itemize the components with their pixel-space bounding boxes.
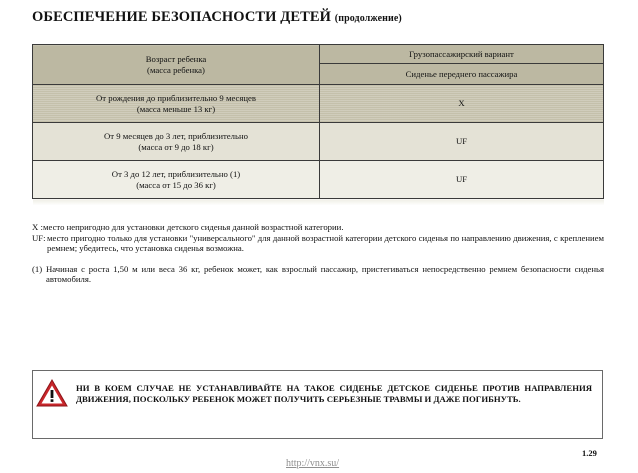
child-seat-table — [32, 44, 604, 205]
note-text: место пригодно только для установки "универсального" для данной возрастной категории детского сиденья по направлению движения, с креплением ремнем; убедитесь, что установка сиденья возможна. — [47, 232, 604, 254]
note-text: место непригодно для установки детского сиденья данной возрастной категории. — [43, 222, 344, 232]
age-header-line2: (масса ребенка) — [147, 64, 205, 75]
table-fade — [33, 199, 320, 206]
page-title — [32, 9, 402, 26]
age-line: От 9 месяцев до 3 лет, приблизительно — [104, 130, 248, 141]
page-number: 1.29 — [582, 448, 597, 458]
note-x — [32, 222, 604, 233]
age-cell — [33, 123, 320, 161]
note-text: Начиная с роста 1,50 м или веса 36 кг, ребенок может, как взрослый пассажир, пристегиваться непосредственно ремнем безопасности сиденья автомобиля. — [46, 263, 604, 285]
legend-notes — [32, 222, 604, 285]
suitability-cell: X — [320, 85, 604, 123]
note-footnote-1 — [32, 264, 604, 285]
suitability-cell: UF — [320, 123, 604, 161]
page-title-main: ОБЕСПЕЧЕНИЕ БЕЗОПАСНОСТИ ДЕТЕЙ — [32, 9, 332, 25]
age-cell — [33, 161, 320, 199]
table-row — [33, 123, 604, 161]
note-key: (1) — [32, 263, 43, 274]
note-key: UF: — [32, 232, 46, 243]
note-key: X : — [32, 222, 43, 232]
age-header-line1: Возраст ребенка — [145, 53, 207, 64]
age-line: От рождения до приблизительно 9 месяцев — [96, 92, 256, 103]
source-url-link[interactable]: http://vnx.su/ — [286, 458, 340, 469]
page-title-sub: (продолжение) — [334, 13, 402, 24]
mass-line: (масса от 15 до 36 кг) — [136, 179, 216, 190]
mass-line: (масса от 9 до 18 кг) — [138, 141, 214, 152]
suitability-cell: UF — [320, 161, 604, 199]
warning-box — [32, 370, 603, 439]
vehicle-column-header: Грузопассажирский вариант — [320, 45, 604, 64]
table-row — [33, 161, 604, 199]
table-fade — [320, 199, 604, 206]
table-row — [33, 85, 604, 123]
age-cell — [33, 85, 320, 123]
age-column-header — [33, 45, 320, 85]
age-line: От 3 до 12 лет, приблизительно (1) — [111, 168, 241, 179]
mass-line: (масса меньше 13 кг) — [136, 103, 216, 114]
warning-triangle-icon — [35, 378, 69, 408]
warning-text: НИ В КОЕМ СЛУЧАЕ НЕ УСТАНАВЛИВАЙТЕ НА ТАКОЕ СИДЕНЬЕ ДЕТСКОЕ СИДЕНЬЕ ПРОТИВ НАПРАВЛЕНИЯ ДВИЖЕНИЯ, ПОСКОЛЬКУ РЕБЕНОК МОЖЕТ ПОЛУЧИТЬ СЕРЬЕЗНЫЕ ТРАВМЫ И ДАЖЕ ПОГИБНУТЬ. — [76, 383, 592, 404]
note-uf — [32, 233, 604, 254]
seat-column-header: Сиденье переднего пассажира — [320, 64, 604, 85]
